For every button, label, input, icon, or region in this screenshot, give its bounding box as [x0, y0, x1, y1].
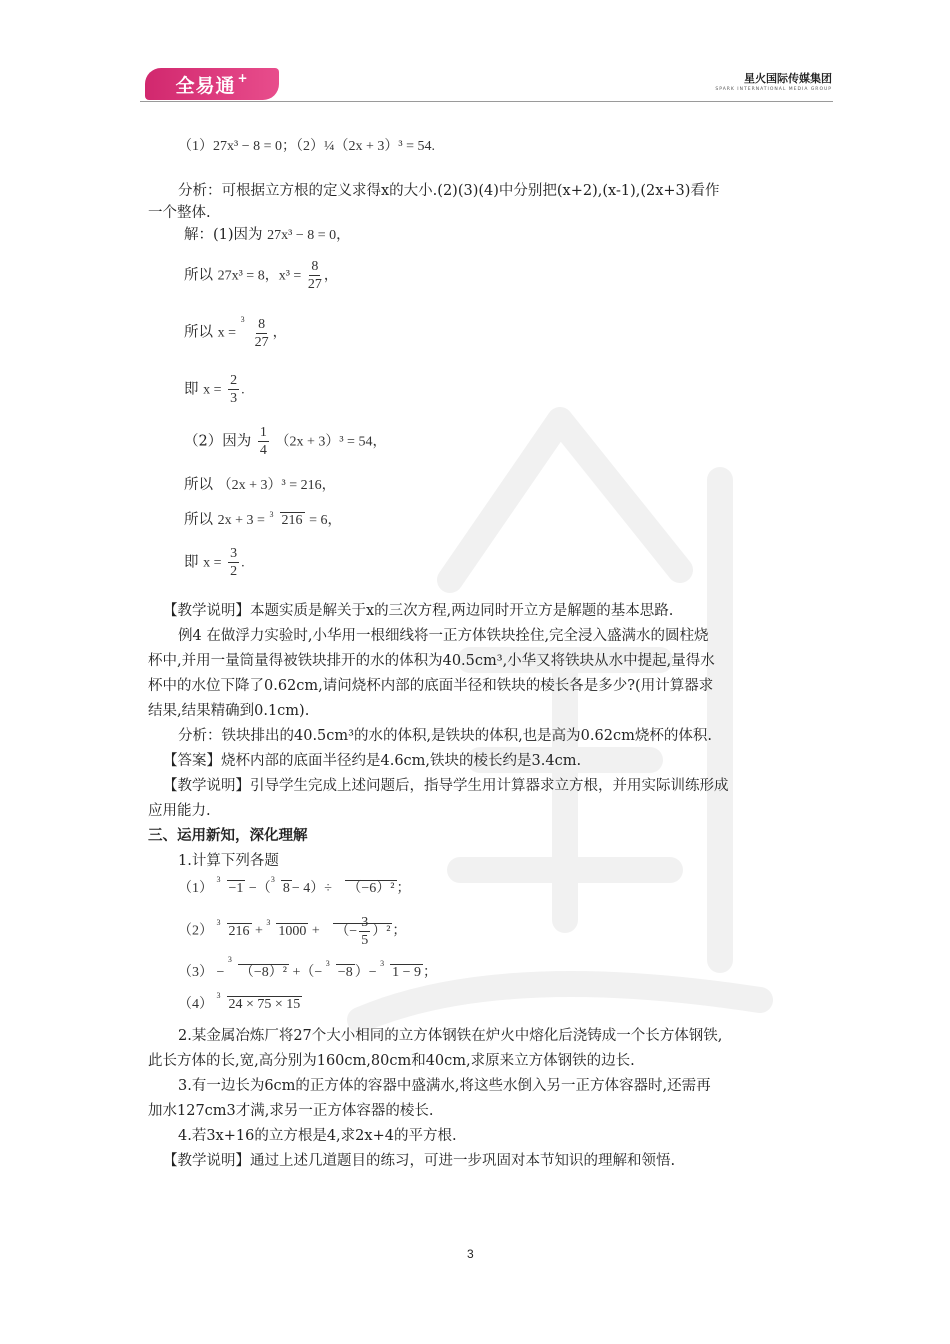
equation: x =	[203, 555, 222, 571]
radicand: −1	[228, 881, 244, 896]
solution-line-6	[184, 475, 336, 496]
numerator: 3	[230, 546, 238, 561]
punct: .	[241, 382, 245, 398]
operator: +	[255, 923, 263, 939]
org-block	[715, 70, 832, 92]
equation-tail: = 6，	[309, 513, 342, 528]
solution-line-4	[184, 372, 245, 407]
square-root	[323, 914, 392, 949]
operator: ）−	[354, 965, 377, 980]
logo-text: 全易通	[175, 74, 236, 97]
analysis-1-cont: 一个整体.	[148, 205, 211, 221]
operator: −	[216, 965, 225, 980]
denominator: 3	[230, 391, 238, 406]
root-index: 3	[216, 875, 221, 884]
operator: − 4）÷	[291, 881, 332, 896]
denominator: 27	[307, 277, 322, 292]
root-index: 3	[216, 917, 221, 927]
word-suoyi: 所以	[184, 324, 213, 341]
numerator: 8	[311, 259, 319, 274]
denominator: 4	[259, 443, 267, 458]
question-1-a	[178, 877, 411, 897]
numerator: 2	[230, 373, 238, 388]
cube-root	[270, 511, 305, 531]
fraction	[308, 258, 322, 293]
cube-root	[216, 917, 252, 940]
cube-root	[227, 955, 289, 981]
word-ji: 即	[184, 554, 199, 571]
fraction	[255, 316, 269, 351]
cube-root	[216, 991, 303, 1013]
numerator: 8	[258, 317, 266, 332]
fraction	[359, 914, 370, 949]
numerator: 1	[259, 425, 267, 440]
denominator: 27	[254, 335, 269, 350]
radicand: 24 × 75 × 15	[228, 997, 301, 1012]
radicand: −8	[337, 965, 353, 980]
solution-label: 解：(1)因为	[184, 227, 263, 243]
root-index: 3	[325, 959, 330, 968]
fraction	[228, 545, 239, 580]
cube-root	[380, 959, 423, 981]
punct: ；	[396, 881, 411, 896]
equation: 27x³ − 8 = 0，	[267, 228, 351, 243]
cube-root	[241, 316, 273, 351]
solution-line-2	[184, 258, 338, 293]
word-suoyi: 所以	[184, 477, 213, 493]
example-4-line-4: 结果,结果精确到0.1cm).	[148, 703, 310, 719]
watermark-graphic	[300, 400, 800, 1050]
item-label: （3）	[178, 965, 213, 980]
question-1-b	[178, 914, 406, 949]
radicand: 216	[228, 923, 250, 939]
brand-logo	[145, 68, 279, 100]
word-suoyi: 所以	[184, 267, 213, 284]
punct: ，	[272, 325, 287, 341]
teaching-note-3: 【教学说明】通过上述几道题目的练习，可进一步巩固对本节知识的理解和领悟.	[163, 1153, 676, 1169]
solution-line-8	[184, 545, 245, 580]
question-3-cont: 加水127cm3才满,求另一正方体容器的棱长.	[148, 1103, 434, 1119]
fraction	[228, 372, 239, 407]
org-en: SPARK INTERNATIONAL MEDIA GROUP	[715, 87, 832, 92]
question-3: 3.有一边长为6cm的正方体的容器中盛满水,将这些水倒入另一正方体容器时,还需再	[178, 1078, 711, 1094]
solution-line-5	[184, 424, 386, 459]
operator: +（−	[292, 965, 323, 980]
paren-close: ）²	[372, 923, 391, 939]
numerator: 3	[361, 915, 369, 930]
example-4-line-1: 例4 在做浮力实验时,小华用一根细线将一正方体铁块拴住,完全浸入盛满水的圆柱烧	[178, 628, 709, 644]
item-label: （4）	[178, 997, 213, 1012]
teaching-note-2-cont: 应用能力.	[148, 803, 211, 819]
radicand: 1000	[278, 923, 307, 939]
word-suoyi: 所以	[184, 512, 213, 528]
punct: ；	[392, 923, 407, 939]
solution-line-7	[184, 510, 342, 531]
radicand: 216	[281, 513, 303, 528]
question-2-cont: 此长方体的长,宽,高分别为160cm,80cm和40cm,求原来立方体钢铁的边长.	[148, 1053, 635, 1069]
equation: （2x + 3）³ = 216，	[217, 478, 336, 493]
denominator: 5	[361, 933, 369, 948]
teaching-note-1: 【教学说明】本题实质是解关于x的三次方程,两边同时开立方是解题的基本思路.	[163, 603, 674, 619]
root-index: 3	[216, 991, 221, 1000]
question-1-d	[178, 993, 302, 1013]
root-index: 3	[227, 955, 232, 964]
root-index: 3	[380, 959, 385, 968]
question-1-title: 1.计算下列各题	[178, 853, 279, 869]
radicand: （−6）²	[347, 881, 395, 896]
question-1-c	[178, 955, 438, 981]
solution-line-3	[184, 316, 287, 351]
radicand: （−8）²	[239, 965, 287, 980]
cube-root	[270, 875, 292, 897]
punct: .	[241, 555, 245, 571]
solution-label-2: （2）因为	[184, 433, 252, 450]
radicand: 8	[282, 881, 290, 896]
cube-root	[266, 917, 308, 940]
header-divider	[140, 101, 833, 102]
equation: x =	[203, 382, 222, 398]
equation: 27x³ = 8，x³ =	[217, 268, 302, 284]
denominator: 2	[230, 564, 238, 579]
radicand: 1 − 9	[392, 965, 422, 980]
page-number: 3	[467, 1247, 474, 1261]
logo-star: +	[237, 71, 249, 85]
teaching-note-2: 【教学说明】引导学生完成上述问题后，指导学生用计算器求立方根，并用实际训练形成	[163, 778, 729, 794]
operator: +	[311, 923, 320, 939]
paren-open: （−	[335, 923, 358, 939]
problem-statement: （1）27x³ − 8 = 0；（2）¼（2x + 3）³ = 54.	[178, 139, 435, 154]
operator: −（	[248, 881, 271, 896]
item-label: （2）	[178, 923, 213, 939]
example-4-line-3: 杯中的水位下降了0.62cm,请问烧杯内部的底面半径和铁块的棱长各是多少?(用计算器求	[148, 678, 714, 694]
answer: 【答案】烧杯内部的底面半径约是4.6cm,铁块的棱长约是3.4cm.	[163, 753, 582, 769]
root-index: 3	[270, 875, 275, 884]
root-index: 3	[269, 510, 274, 519]
cube-root	[325, 959, 355, 981]
fraction	[258, 424, 269, 459]
example-4-line-2: 杯中,并用一量筒量得被铁块排开的水的体积为40.5cm³,小华又将铁块从水中提起,量得水	[148, 653, 715, 669]
analysis-2: 分析：铁块排出的40.5cm³的水的体积,是铁块的体积,也是高为0.62cm烧杯的体积.	[178, 728, 712, 744]
question-2: 2.某金属冶炼厂将27个大小相同的立方体钢铁在炉火中熔化后浇铸成一个长方体钢铁,	[178, 1028, 723, 1044]
analysis-1: 分析：可根据立方根的定义求得x的大小.(2)(3)(4)中分别把(x+2),(x-1),(2x+3)看作	[178, 183, 720, 199]
square-root	[335, 877, 396, 897]
root-index: 3	[266, 917, 271, 927]
org-name: 星火国际传媒集团	[744, 72, 832, 85]
item-label: （1）	[178, 881, 213, 896]
section-title: 三、运用新知，深化理解	[148, 828, 308, 844]
equation: （2x + 3）³ = 54，	[275, 434, 387, 450]
root-index: 3	[240, 315, 245, 324]
equation: 2x + 3 =	[217, 513, 265, 528]
punct: ，	[323, 268, 338, 284]
cube-root	[216, 875, 246, 897]
equation: x =	[217, 325, 237, 341]
solution-line-1	[184, 225, 350, 246]
punct: ；	[423, 965, 438, 980]
word-ji: 即	[184, 381, 199, 398]
question-4: 4.若3x+16的立方根是4,求2x+4的平方根.	[178, 1128, 457, 1144]
